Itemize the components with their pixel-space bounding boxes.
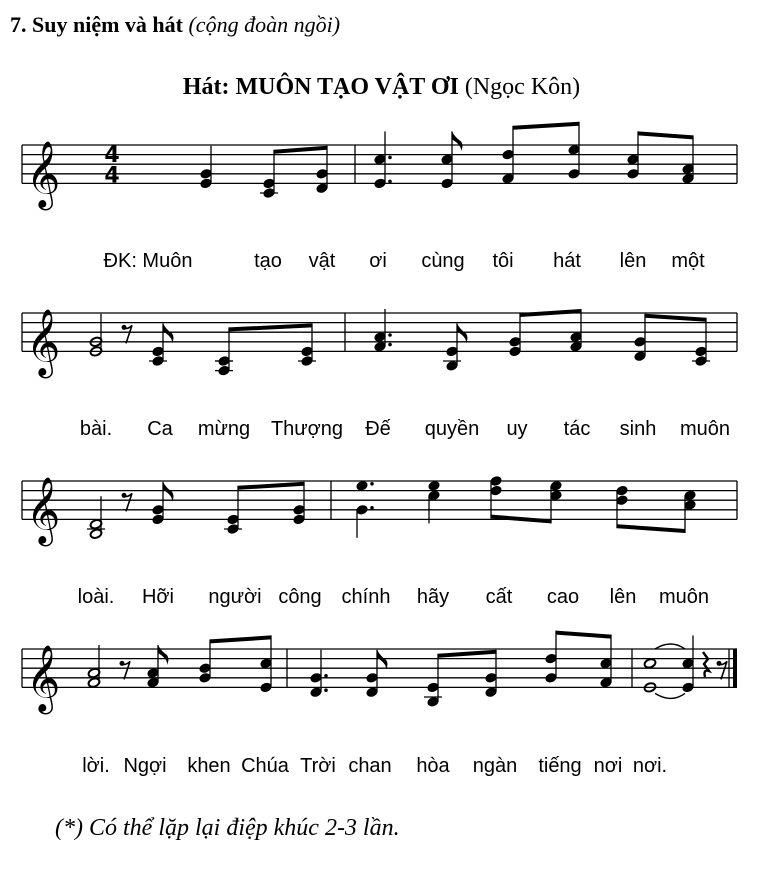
beam: [617, 524, 685, 533]
note-head: [356, 480, 368, 491]
tie: [655, 644, 685, 649]
song-prefix: Hát:: [182, 74, 236, 100]
lyric-word: hãy: [416, 586, 450, 608]
song-name: MUÔN TẠO VẬT ƠI: [235, 74, 459, 100]
dot: [324, 688, 328, 692]
lyric-word: Ngợi: [123, 755, 167, 777]
lyric-word: Hỡi: [141, 586, 175, 608]
eighth-rest: [124, 493, 132, 511]
lyric-word: tiếng: [538, 755, 582, 777]
dot: [324, 674, 328, 678]
staff-system-2: [0, 273, 763, 403]
lyric-word: tôi: [492, 250, 514, 272]
flag: [452, 131, 463, 151]
dot: [388, 156, 392, 160]
lyric-word: Chúa: [241, 755, 289, 777]
lyric-word: muôn: [658, 586, 710, 608]
tie: [655, 693, 685, 698]
lyric-word: Thượng: [270, 418, 344, 440]
lyric-word: Ca: [147, 418, 173, 440]
lyric-line-4: [0, 755, 763, 785]
staff-system-4: [0, 609, 763, 739]
flag: [158, 645, 169, 665]
lyric-word: quyền: [424, 418, 480, 440]
beam: [438, 650, 496, 658]
time-sig-bottom: 4: [104, 163, 120, 189]
time-sig-top: 4: [104, 143, 120, 169]
lyric-word: lời.: [82, 755, 110, 777]
beam: [520, 309, 581, 317]
lyric-word: nơi.: [632, 755, 668, 777]
lyric-word: hòa: [416, 755, 450, 777]
lyric-word: tạo: [254, 250, 282, 272]
lyric-word: khen: [187, 755, 231, 777]
lyric-word: Trời: [300, 755, 336, 777]
flag: [457, 323, 468, 343]
lyric-word: uy: [506, 418, 528, 440]
section-note: (cộng đoàn ngồi): [188, 12, 341, 37]
dot: [370, 482, 374, 486]
staff-system-3: [0, 441, 763, 571]
final-barline: [733, 649, 737, 687]
treble-clef: 𝄞: [26, 139, 61, 208]
dot: [388, 343, 392, 347]
beam: [556, 631, 611, 639]
quarter-rest: [703, 652, 709, 677]
dot: [388, 333, 392, 337]
beam: [645, 314, 706, 322]
treble-clef: 𝄞: [26, 475, 61, 544]
beam: [638, 131, 693, 139]
section-title: 7. Suy niệm và hát: [10, 12, 183, 37]
lyric-word: mừng: [197, 418, 251, 440]
treble-clef: 𝄞: [26, 643, 61, 712]
lyric-word: ơi: [369, 250, 387, 272]
note-head: [428, 480, 440, 491]
lyric-word: chan: [348, 755, 392, 777]
dot: [370, 506, 374, 510]
beam: [238, 482, 304, 490]
lyric-word: cao: [546, 586, 580, 608]
note-head: [643, 658, 656, 669]
eighth-rest: [124, 325, 132, 343]
lyric-word: cùng: [421, 250, 465, 272]
lyric-word: bài.: [79, 418, 113, 440]
section-heading: [10, 12, 340, 38]
lyric-word: người: [208, 586, 262, 608]
lyric-word: Đế: [365, 418, 391, 440]
song-author: (Ngọc Kôn): [458, 74, 581, 100]
lyric-word: muôn: [679, 418, 731, 440]
lyric-word: lên: [619, 250, 647, 272]
flag: [163, 323, 174, 343]
flag: [377, 650, 388, 670]
lyric-word: một: [671, 250, 705, 272]
staff-system-1: [0, 105, 763, 235]
eighth-rest: [719, 661, 727, 679]
song-title: [0, 74, 763, 101]
lyric-word: vật: [308, 250, 336, 272]
lyric-word: hát: [553, 250, 581, 272]
beam: [229, 323, 312, 331]
lyric-word: công: [278, 586, 322, 608]
lyric-word: cất: [485, 586, 513, 608]
lyric-word: nơi: [593, 755, 623, 777]
lyric-word: ĐK: Muôn: [103, 250, 193, 272]
lyric-word: lên: [609, 586, 637, 608]
eighth-rest: [122, 661, 130, 679]
beam: [513, 122, 579, 130]
lyric-word: chính: [341, 586, 391, 608]
flag: [163, 482, 174, 502]
beam: [210, 635, 271, 643]
dot: [388, 180, 392, 184]
lyric-word: ngàn: [472, 755, 518, 777]
beam: [491, 515, 551, 524]
treble-clef: 𝄞: [26, 307, 61, 376]
lyric-word: sinh: [619, 418, 657, 440]
lyric-word: loài.: [77, 586, 115, 608]
footnote: (*) Có thể lặp lại điệp khúc 2-3 lần.: [55, 815, 400, 841]
beam: [274, 146, 327, 154]
lyric-word: tác: [563, 418, 591, 440]
